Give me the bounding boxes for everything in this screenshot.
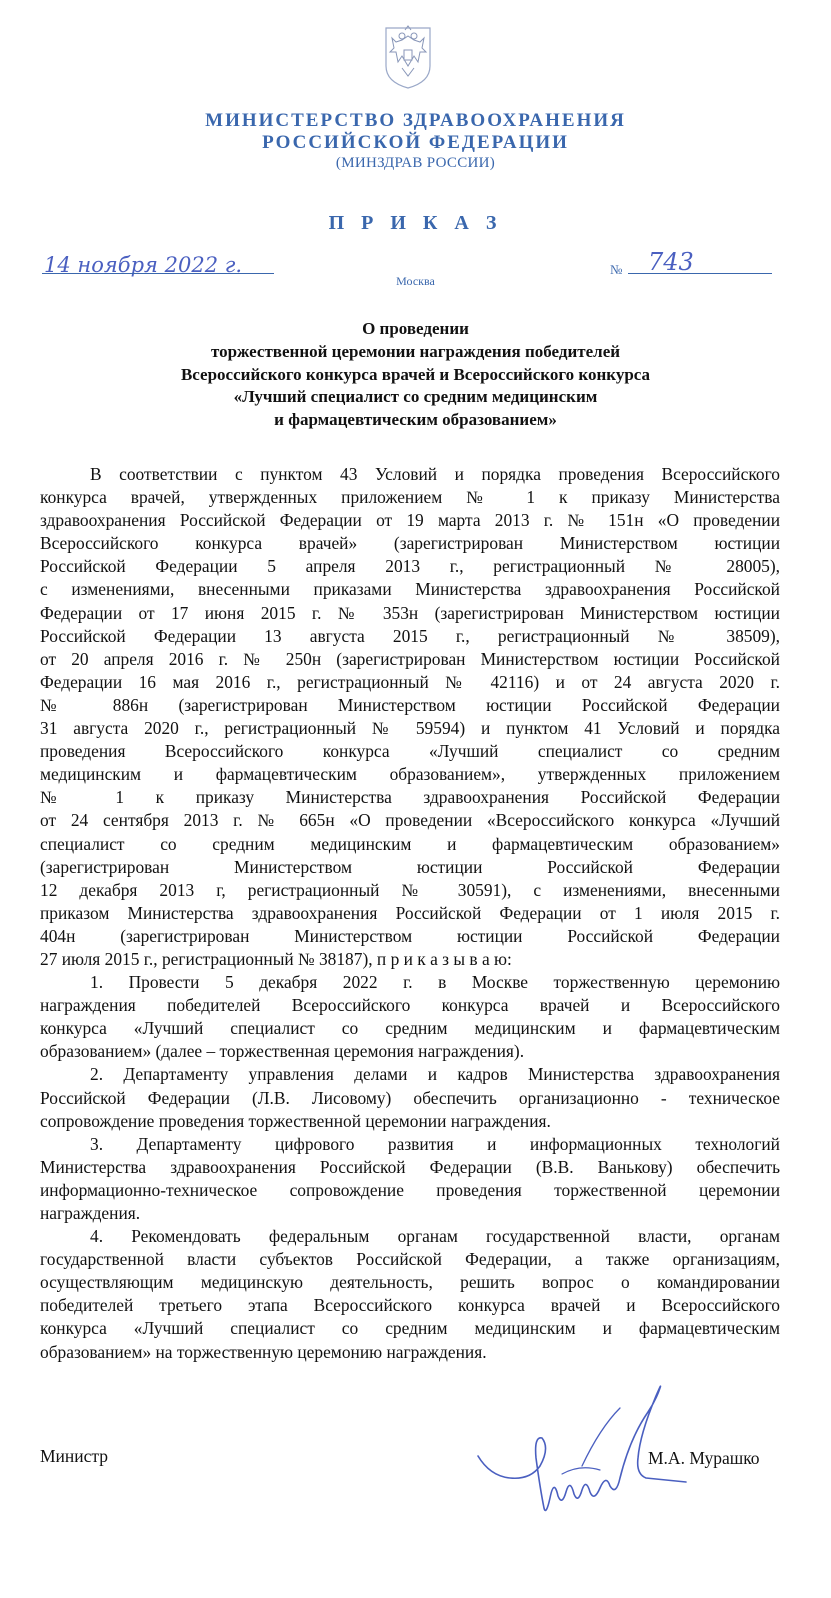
body-line: Федерации от 17 июня 2015 г. № 353н (зарегистрирован Министерством юстиции — [40, 602, 780, 623]
number-underline — [628, 273, 772, 274]
clause-4-line: государственной власти субъектов Российской Федерации, а также организациям, — [40, 1249, 780, 1270]
ministry-name-line2: РОССИЙСКОЙ ФЕДЕРАЦИИ — [262, 132, 569, 153]
body-line: 27 июля 2015 г., регистрационный № 38187), п р и к а з ы в а ю: — [40, 948, 512, 969]
body-line: медицинским и фармацевтическим образованием», утвержденных приложением — [40, 764, 780, 785]
body-line: 404н (зарегистрирован Министерством юстиции Российской Федерации — [40, 925, 780, 946]
body-line: с изменениями, внесенными приказами Министерства здравоохранения Российской — [40, 579, 780, 600]
title-line: и фармацевтическим образованием» — [274, 410, 557, 430]
order-title — [100, 318, 731, 432]
handwritten-number — [646, 240, 726, 280]
clause-2-line: сопровождение проведения торжественной церемонии награждения. — [40, 1110, 551, 1131]
ministry-short-name: (МИНЗДРАВ РОССИИ) — [335, 155, 496, 171]
body-line: Всероссийского конкурса врачей» (зарегистрирован Министерством юстиции — [40, 533, 780, 554]
number-label: № — [610, 262, 623, 277]
body-line: конкурса врачей, утвержденных приложением № 1 к приказу Министерства — [40, 487, 780, 508]
body-line: Российской Федерации 13 августа 2015 г., регистрационный № 38509), — [40, 625, 780, 646]
clause-1-line: конкурса «Лучший специалист со средним медицинским и фармацевтическим — [40, 1018, 780, 1039]
body-line: приказом Министерства здравоохранения Российской Федерации от 1 июля 2015 г. — [40, 902, 780, 923]
body-line: 12 декабря 2013 г, регистрационный № 30591), с изменениями, внесенными — [40, 879, 780, 900]
title-line: О проведении — [362, 319, 469, 338]
body-line: В соответствии с пунктом 43 Условий и порядка проведения Всероссийского — [90, 464, 780, 484]
document-type: П Р И К А З — [328, 212, 503, 234]
clause-3-line: 3. Департаменту цифрового развития и информационных технологий — [90, 1133, 780, 1154]
body-line: проведения Всероссийского конкурса «Лучший специалист со средним — [40, 741, 780, 762]
clause-3-line: награждения. — [40, 1203, 141, 1223]
body-line: Федерации 16 мая 2016 г., регистрационный № 42116) и от 24 августа 2020 г. — [40, 671, 780, 692]
clause-1-line: 1. Провести 5 декабря 2022 г. в Москве торжественную церемонию — [90, 972, 780, 993]
coat-of-arms-icon — [380, 22, 436, 92]
clause-4-line: 4. Рекомендовать федеральным органам государственной власти, органам — [90, 1226, 780, 1247]
body-line: № 1 к приказу Министерства здравоохранения Российской Федерации — [40, 787, 780, 808]
svg-text:14 ноября 2022 г.: 14 ноября 2022 г. — [44, 253, 243, 277]
clause-4-line: осуществляющим медицинскую деятельность, решить вопрос о командировании — [40, 1272, 780, 1293]
body-line: от 24 сентября 2013 г. № 665н «О проведении «Всероссийского конкурса «Лучший — [40, 810, 780, 831]
svg-text:743: 743 — [648, 248, 694, 276]
clause-3-line: информационно-техническое сопровождение проведения торжественной церемонии — [40, 1179, 780, 1200]
clause-4-line: образованием» на торжественную церемонию награждения. — [40, 1341, 487, 1362]
city: Москва — [396, 274, 435, 288]
clause-1-line: награждения победителей Всероссийского конкурса врачей и Всероссийского — [40, 995, 780, 1016]
title-line: Всероссийского конкурса врачей и Всероссийского конкурса — [180, 364, 651, 384]
clause-4-line: конкурса «Лучший специалист со средним медицинским и фармацевтическим — [40, 1318, 780, 1339]
body-line: (зарегистрирован Министерством юстиции Российской Федерации — [40, 856, 780, 877]
clause-4-line: победителей третьего этапа Всероссийского конкурса врачей и Всероссийского — [40, 1295, 780, 1316]
title-line: торжественной церемонии награждения победителей — [210, 341, 621, 361]
ministry-name-line1: МИНИСТЕРСТВО ЗДРАВООХРАНЕНИЯ — [205, 110, 626, 131]
body-line: 31 августа 2020 г., регистрационный № 59594) и пунктом 41 Условий и порядка — [40, 718, 780, 739]
clause-2-line: Российской Федерации (Л.В. Лисовому) обеспечить организационно - техническое — [40, 1087, 780, 1108]
clause-1-line: образованием» (далее – торжественная церемония награждения). — [40, 1041, 525, 1062]
body-line: Российской Федерации 5 апреля 2013 г., регистрационный № 28005), — [40, 556, 780, 577]
clause-2-line: 2. Департаменту управления делами и кадров Министерства здравоохранения — [90, 1064, 780, 1085]
signatory-name: М.А. Мурашко — [648, 1448, 760, 1468]
clause-3-line: Министерства здравоохранения Российской Федерации (В.В. Ванькову) обеспечить — [40, 1156, 780, 1177]
body-line: специалист со средним медицинским и фармацевтическим образованием» — [40, 833, 780, 854]
body-line: № 886н (зарегистрирован Министерством юстиции Российской Федерации — [40, 694, 780, 715]
order-body — [40, 463, 780, 1364]
body-line: здравоохранения Российской Федерации от 19 марта 2013 г. № 151н «О проведении — [40, 510, 780, 531]
signatory-position: Министр — [40, 1446, 109, 1466]
title-line: «Лучший специалист со средним медицинским — [233, 387, 598, 407]
body-line: от 20 апреля 2016 г. № 250н (зарегистрирован Министерством юстиции Российской — [40, 648, 780, 669]
